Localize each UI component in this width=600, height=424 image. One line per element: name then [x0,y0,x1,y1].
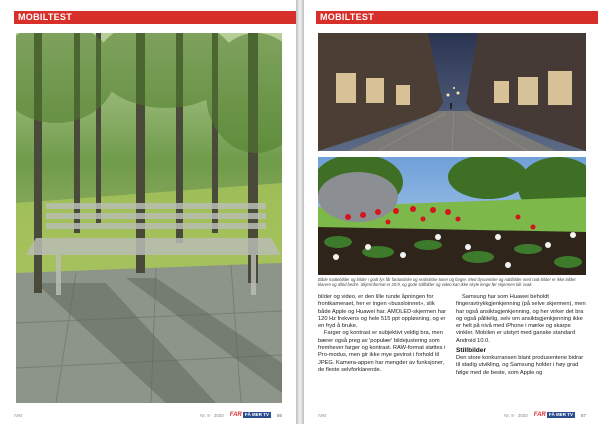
page-number: 87 [580,412,586,418]
section-tag: MOBILTEST [14,11,296,24]
footer-section: IVM [318,412,327,418]
forest-bench-photo [16,33,282,403]
magazine-logo: FAR [229,412,242,418]
book-spine [296,0,304,424]
section-tag: MOBILTEST [316,11,598,24]
night-street-photo [318,33,586,151]
article-column-1 [318,294,448,374]
magazine-logo-badge: FÅ MER TV [244,412,269,417]
article-column-2 [456,294,586,377]
left-page [0,0,296,424]
magazine-logo-badge: FÅ MER TV [548,412,573,417]
page-footer [318,410,586,420]
subheading: Stillbilder [456,347,487,355]
page-number: 86 [276,412,282,418]
issue-number: Nr. 9 · 2020 [504,412,528,418]
tulip-park-photo [318,157,586,275]
photo-caption: Både mattebilder og bilder i godt lys får fantastiske og realistiske toner og farger. Med dynamiske og nattbilder med natt-bilder er ikke bildet klarere og alltid bedre. Skjermformat er 20:9, og gode stillbilder og video kan ikke skyte lenge før skjermen blir svak. [318,277,576,288]
paragraph: Den store konkurransen blant produsentene bidrar til stadig utvikling, og Samsung holder i høy grad følge med de beste, som Apple og [456,355,584,376]
issue-number: Nr. 9 · 2020 [200,412,224,418]
magazine-logo: FAR [533,412,546,418]
paragraph: Samsung har som Huawei beholdt fingeravtrykkgjenkjenning (på selve skjermen), men har også ansiktsgjenkjenning, og her virker det bra og også pålitelig, selv om ansiktsgjenkjenning ikke er helt på nivå med iPhone i mørke og skarpe vinkler. Mobilen er utstyrt med ganske standard Android 10.0. [456,294,586,344]
page-footer [14,410,282,420]
footer-section: IVM [14,412,23,418]
paragraph: bilder og video, er den lille runde åpningen for frontkameraet, her er ingen «bussloinnet», slik både Apple og Huawei har. AMOLED-skjermen har 120 Hz frekvens og hele 515 ppt oppløsning, og er en fryd å bruke. [318,294,447,330]
paragraph: Farger og kontrast er subjektivt veldig bra, men bærer også preg av 'populær' bildejustering som fremhever farger og kontrast. RAW-format støttes i Pro-modus, men gir ikke mye gevinst i forhold til JPEG. Kamera-appen har mengder av funksjoner, de fleste selvforklarende. [318,330,446,373]
right-page [304,0,600,424]
